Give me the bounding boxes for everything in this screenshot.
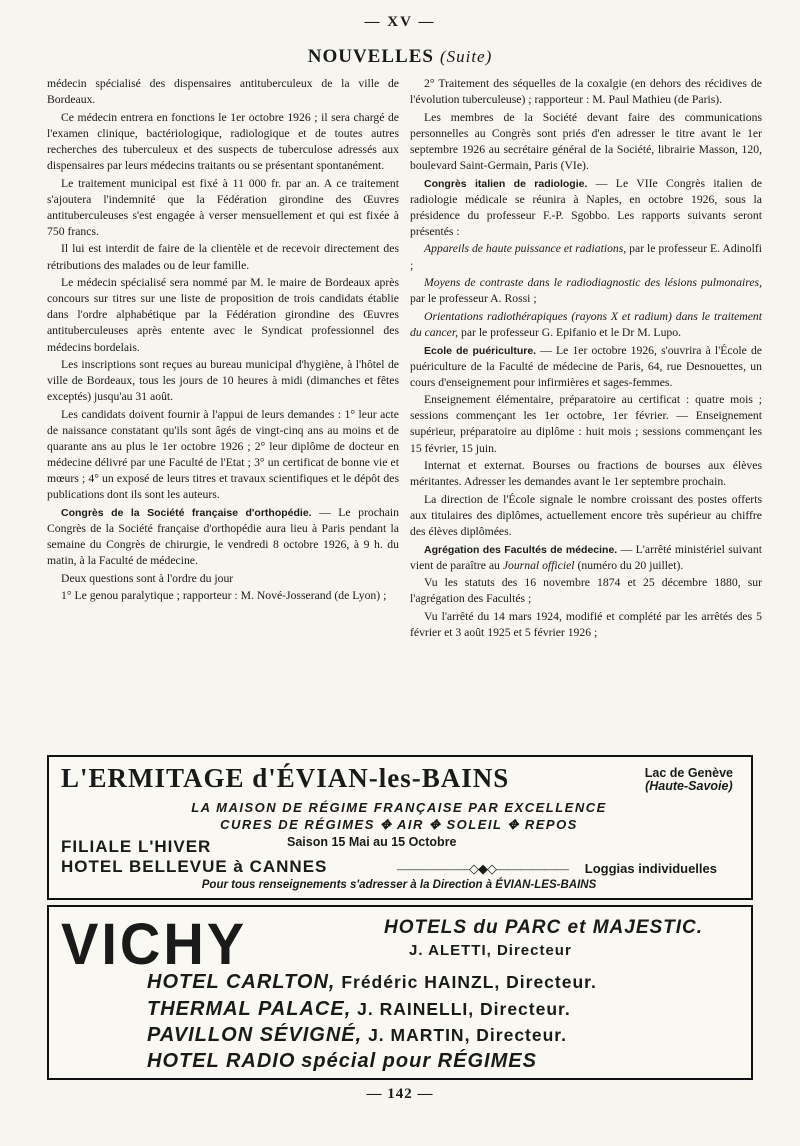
report-title: Orientations radiothérapiques (rayons X et radium) dans le traitement du cancer, — [410, 309, 762, 339]
report-title: Moyens de contraste dans le radiodiagnostic des lésions pulmonaires, — [424, 276, 762, 290]
paragraph: Il lui est interdit de faire de la clientèle et de recevoir directement des rétributions des malades ou de leur famille. — [47, 242, 399, 272]
report-author: par le professeur E. Adinolfi ; — [410, 242, 762, 272]
report-author: par le professeur G. Epifanio et le Dr M. Lupo. — [458, 325, 682, 339]
ad-location — [645, 767, 733, 793]
paragraph: Les membres de la Société devant faire des communications personnelles au Congrès sont priés d'en adresser le titre avant le 1er septembre 1926 au secrétaire général de la Société, librairie Masson, 120, boulevard Saint-Germain, Paris (VIe). — [410, 110, 762, 172]
ad-filiale: FILIALE L'HIVER — [61, 837, 212, 856]
ad-director: J. ALETTI, Directeur — [409, 942, 572, 959]
paragraph — [410, 241, 762, 273]
paragraph: médecin spécialisé des dispensaires antituberculeux de la ville de Bordeaux. — [47, 77, 399, 107]
ad-season: Saison 15 Mai au 15 Octobre — [287, 835, 457, 849]
paragraph: Vu l'arrêté du 14 mars 1924, modifié et complété par les arrêtés des 5 février et 3 août 1925 et 5 février 1926 ; — [410, 610, 762, 640]
ad-slogan: LA MAISON DE RÉGIME FRANÇAISE PAR EXCELLENCE — [191, 800, 607, 815]
subheading: Agrégation des Facultés de médecine. — [424, 543, 618, 556]
ad-hotels-heading: HOTELS du PARC et MAJESTIC. — [384, 917, 704, 938]
paragraph-agregation — [410, 542, 762, 574]
paragraph: 2° Traitement des séquelles de la coxalgie (en dehors des récidives de l'évolution tuberculeuse) ; rapporteur : M. Paul Mathieu (de Paris). — [410, 77, 762, 107]
paragraph-text: — Le 1er octobre 1926, s'ouvrira à l'École de puériculture de la Faculté de médecine de Paris, 64, rue Desnouettes, un cours d'enseignement pour infirmières et sages-femmes. — [410, 343, 762, 389]
subheading: Ecole de puériculture. — [424, 344, 537, 357]
ad-location-region: (Haute-Savoie) — [645, 779, 733, 793]
hotel-director: J. RAINELLI, Directeur. — [357, 999, 571, 1019]
paragraph: Deux questions sont à l'ordre du jour — [61, 571, 234, 585]
paragraph: Le traitement municipal est fixé à 11 000 fr. par an. A ce traitement s'ajoutera l'indemnité que la Fédération girondine des Œuvres antituberculeuses s'est engagée à verser mensuellement et qui est fixée à 750 francs. — [47, 176, 399, 238]
paragraph-text: (numéro du 20 juillet). — [574, 558, 684, 572]
right-column — [410, 76, 762, 643]
paragraph: Enseignement élémentaire, préparatoire au certificat : quatre mois ; sessions commençant les 1er octobre, 1er février. — Enseignement supérieur, préparatoire au diplôme : huit mois ; sessions commençant les 15 février, 15 juin. — [410, 393, 762, 455]
subheading: Congrès italien de radiologie. — [424, 177, 588, 190]
ad-brand: L'ERMITAGE d'ÉVIAN-les-BAINS — [61, 763, 510, 793]
ad-contact: Pour tous renseignements s'adresser à la Direction à ÉVIAN-LES-BAINS — [201, 879, 597, 891]
paragraph — [410, 309, 762, 341]
hotel-name: PAVILLON SÉVIGNÉ, — [147, 1024, 363, 1046]
hotel-row — [147, 998, 571, 1021]
ad-loggias: Loggias individuelles — [584, 861, 717, 876]
ornament-divider: ——————◇◆◇—————— — [397, 861, 568, 876]
ad-location-lake: Lac de Genève — [644, 766, 733, 780]
section-title-text: NOUVELLES — [307, 46, 434, 67]
subheading: Congrès de la Société française d'orthopédie. — [61, 506, 312, 519]
report-title: Appareils de haute puissance et radiations, — [424, 242, 627, 256]
paragraph-text: — Le VIIe Congrès italien de radiologie médicale se réunira à Naples, en octobre 1926, sous la présidence du professeur F.-P. Sgobbo. Les rapports suivants seront présentés : — [410, 176, 762, 238]
paragraph: Les inscriptions sont reçues au bureau municipal d'hygiène, à l'hôtel de ville de Bordeaux, tous les jours de 10 heures à midi (dimanches et fêtes exceptés) jusqu'au 31 août. — [47, 358, 399, 404]
hotel-name: THERMAL PALACE, — [147, 998, 352, 1020]
paragraph: Internat et externat. Bourses ou fractions de bourses aux élèves méritantes. Adresser les demandes avant le 1er septembre prochain. — [410, 459, 762, 489]
hotel-row — [147, 1050, 537, 1073]
hotel-name: HOTEL RADIO — [147, 1050, 296, 1072]
hotel-director: spécial pour RÉGIMES — [301, 1050, 537, 1072]
hotel-row — [147, 971, 597, 994]
ad-brand: VICHY — [61, 910, 248, 977]
section-title-suffix: (Suite) — [439, 47, 493, 66]
paragraph: La direction de l'École signale le nombre croissant des postes offerts aux titulaires des diplômes, actuellement encore très supérieur au chiffre des élèves diplômées. — [410, 492, 762, 539]
paragraph: Les candidats doivent fournir à l'appui de leurs demandes : 1° leur acte de naissance constatant qu'ils sont âgés de vingt-cinq ans au moins et de quarante ans au plus le 1er octobre 1926 ; 2° leur diplôme de docteur en médecine délivré par une Faculté de l'Etat ; 3° un certificat de bonne vie et mœurs ; 4° un exposé de leurs titres et travaux scientifiques et le dépôt des publications dont ils sont les auteurs. — [47, 407, 399, 502]
paragraph: Ce médecin entrera en fonctions le 1er octobre 1926 ; il sera chargé de l'examen clinique, bactériologique, radiologique et de toutes autres recherches des tuberculeux et des suspects de tuberculose adressés aux dispensaires par leurs médecins traitants ou se présentant spontanément. — [47, 110, 399, 172]
paragraph: Vu les statuts des 16 novembre 1874 et 25 décembre 1880, sur l'agrégation des Facultés ; — [410, 576, 762, 606]
page-roman-number: — XV — — [364, 14, 436, 30]
left-column — [47, 76, 399, 606]
hotel-director: J. MARTIN, Directeur. — [368, 1025, 568, 1045]
paragraph: 1° Le genou paralytique ; rapporteur : M. Nové-Josserand (de Lyon) ; — [61, 589, 387, 603]
paragraph-text: — L'arrêté ministériel suivant vient de paraître au — [410, 542, 762, 572]
paragraph-congres-ortho — [47, 505, 399, 569]
paragraph-ecole — [410, 343, 762, 391]
report-author: par le professeur A. Rossi ; — [410, 292, 537, 306]
ad-hotel: HOTEL BELLEVUE à CANNES — [61, 857, 328, 876]
section-title — [0, 46, 800, 68]
paragraph: Le médecin spécialisé sera nommé par M. le maire de Bordeaux après concours sur titres sur une liste de proposition de trois candidats établie dans l'ordre alphabétique par la Fédération girondine des Œuvres antituberculeuses après entente avec le Syndicat professionnel des médecins bordelais. — [47, 276, 399, 354]
ad-services: CURES DE RÉGIMES ✥ AIR ✥ SOLEIL ✥ REPOS — [220, 817, 578, 832]
paragraph — [410, 275, 762, 307]
hotel-director: Frédéric HAINZL, Directeur. — [341, 972, 597, 992]
advertisement-evian — [47, 755, 753, 900]
paragraph-radio — [410, 176, 762, 240]
advertisement-vichy — [47, 905, 753, 1080]
journal-title: Journal officiel — [502, 558, 575, 572]
page-number: — 142 — — [366, 1086, 434, 1102]
hotel-name: HOTEL CARLTON, — [147, 971, 336, 993]
hotel-row — [147, 1024, 567, 1047]
paragraph-text: — Le prochain Congrès de la Société française d'orthopédie aura lieu à Paris pendant la semaine du Congrès de chirurgie, le vendredi 8 octobre 1926, à 9 h. du matin, à la Faculté de médecine. — [47, 505, 400, 568]
